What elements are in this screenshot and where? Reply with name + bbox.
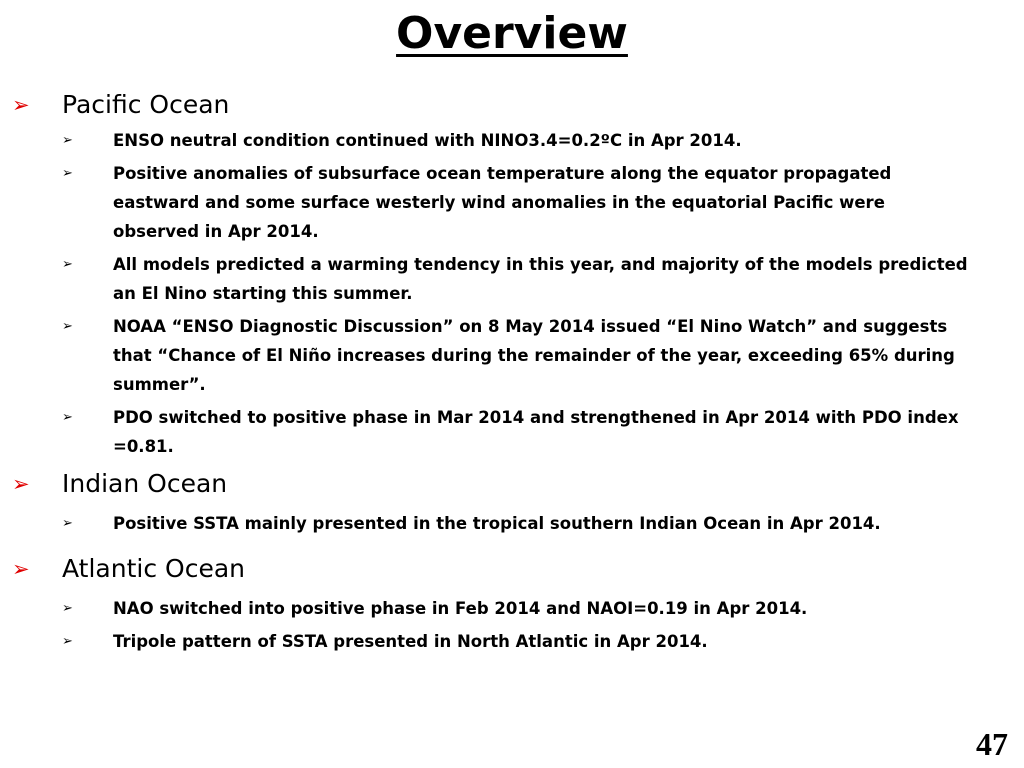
section-atlantic-ocean	[0, 550, 1024, 656]
page-number: 47	[976, 726, 1008, 762]
bullet-list	[0, 594, 1024, 656]
section-heading-text: Atlantic Ocean	[62, 554, 245, 583]
arrow-bullet-icon: ➢	[62, 601, 73, 616]
section-heading-text: Indian Ocean	[62, 469, 228, 498]
slide-title-text: Overview	[396, 8, 628, 59]
section-pacific-ocean	[0, 86, 1024, 461]
bullet-item	[0, 594, 1024, 623]
red-arrow-bullet-icon: ➢	[12, 93, 30, 117]
arrow-bullet-icon: ➢	[62, 319, 73, 334]
arrow-bullet-icon: ➢	[62, 634, 73, 649]
arrow-bullet-icon: ➢	[62, 257, 73, 272]
arrow-bullet-icon: ➢	[62, 516, 73, 531]
section-indian-ocean	[0, 465, 1024, 538]
bullet-item	[0, 250, 1024, 308]
bullet-item	[0, 159, 1024, 246]
bullet-text: NAO switched into positive phase in Feb 2014 and NAOI=0.19 in Apr 2014.	[113, 599, 808, 618]
bullet-item	[0, 403, 1024, 461]
slide-title	[0, 4, 1024, 64]
section-heading	[0, 465, 1024, 503]
bullet-text: Tripole pattern of SSTA presented in North Atlantic in Apr 2014.	[113, 632, 708, 651]
slide-content	[0, 86, 1024, 660]
red-arrow-bullet-icon: ➢	[12, 472, 30, 496]
section-heading	[0, 86, 1024, 124]
bullet-list	[0, 126, 1024, 461]
bullet-text: PDO switched to positive phase in Mar 2014 and strengthened in Apr 2014 with PDO index =0.81.	[113, 408, 959, 456]
bullet-item	[0, 627, 1024, 656]
bullet-text: NOAA “ENSO Diagnostic Discussion” on 8 May 2014 issued “El Nino Watch” and suggests that “Chance of El Niño increases during the remainder of the year, exceeding 65% during summer”.	[113, 317, 955, 394]
section-heading-text: Pacific Ocean	[62, 90, 230, 119]
bullet-list	[0, 509, 1024, 538]
red-arrow-bullet-icon: ➢	[12, 557, 30, 581]
bullet-item	[0, 509, 1024, 538]
arrow-bullet-icon: ➢	[62, 133, 73, 148]
bullet-item	[0, 312, 1024, 399]
bullet-text: Positive anomalies of subsurface ocean temperature along the equator propagated eastward and some surface westerly wind anomalies in the equatorial Pacific were observed in Apr 2014.	[113, 164, 892, 241]
bullet-text: All models predicted a warming tendency in this year, and majority of the models predicted an El Nino starting this summer.	[113, 255, 968, 303]
arrow-bullet-icon: ➢	[62, 166, 73, 181]
bullet-text: Positive SSTA mainly presented in the tropical southern Indian Ocean in Apr 2014.	[113, 514, 881, 533]
arrow-bullet-icon: ➢	[62, 410, 73, 425]
bullet-item	[0, 126, 1024, 155]
bullet-text: ENSO neutral condition continued with NINO3.4=0.2ºC in Apr 2014.	[113, 131, 742, 150]
section-heading	[0, 550, 1024, 588]
